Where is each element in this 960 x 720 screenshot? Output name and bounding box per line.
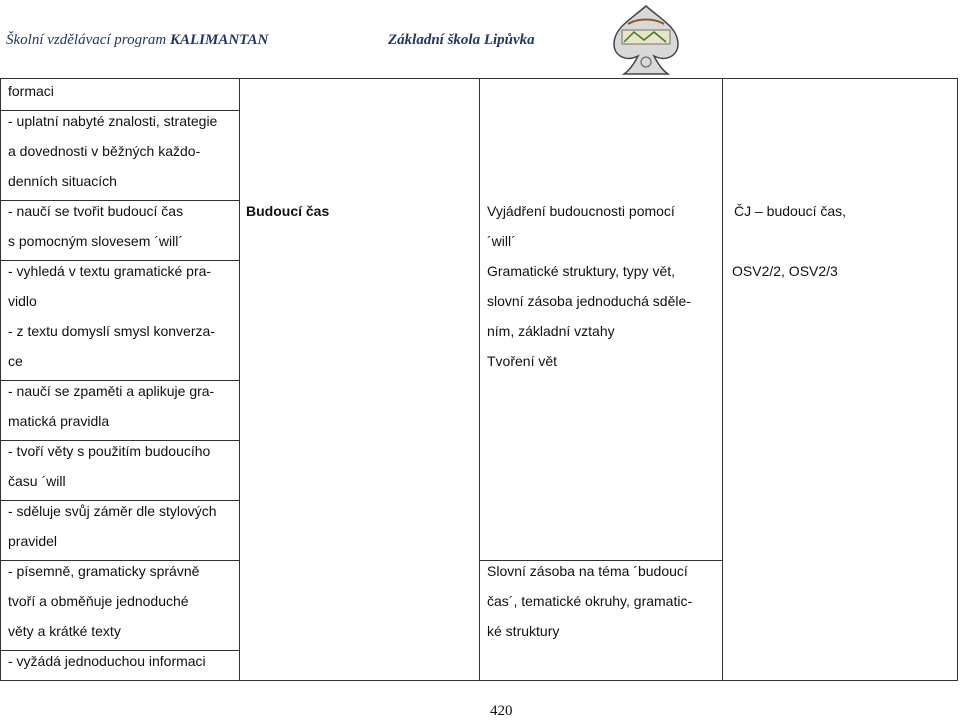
row-divider <box>0 380 240 381</box>
outcome-line: pravidel <box>8 533 58 549</box>
outcome-line: - vyhledá v textu gramatické pra- <box>8 263 212 279</box>
content-line: Vyjádření budoucnosti pomocí <box>487 203 675 219</box>
content-line: Slovní zásoba na téma ´budoucí <box>487 563 688 579</box>
outcome-line: a dovednosti v běžných každo- <box>8 143 201 159</box>
outcome-line: denních situacích <box>8 173 117 189</box>
cross-curricular-line: OSV2/2, OSV2/3 <box>732 263 838 279</box>
header-program-label: Školní vzdělávací program <box>6 32 170 48</box>
outcome-line: - vyžádá jednoduchou informaci <box>8 653 206 669</box>
content-line: Gramatické struktury, typy vět, <box>487 263 676 279</box>
outcome-line: matická pravidla <box>8 413 110 429</box>
outcome-line: věty a krátké texty <box>8 623 121 639</box>
column-divider <box>479 78 480 681</box>
row-divider <box>0 200 240 201</box>
outcome-line: s pomocným slovesem ´will´ <box>8 233 184 249</box>
topic-heading: Budoucí čas <box>246 203 330 219</box>
content-line: Tvoření vět <box>487 353 558 369</box>
row-divider <box>479 560 723 561</box>
outcome-line: - písemně, gramaticky správně <box>8 563 200 579</box>
row-divider <box>0 110 240 111</box>
content-line: slovní zásoba jednoduchá sděle- <box>487 293 691 309</box>
content-line: ním, základní vztahy <box>487 323 615 339</box>
content-line: čas´, tematické okruhy, gramatic- <box>487 593 693 609</box>
outcome-line: tvoří a obměňuje jednoduché <box>8 593 189 609</box>
outcome-line: času ´will <box>8 473 66 489</box>
content-line: ké struktury <box>487 623 560 639</box>
outcome-line: - naučí se zpaměti a aplikuje gra- <box>8 383 215 399</box>
outcome-line: - z textu domyslí smysl konverza- <box>8 323 215 339</box>
row-divider <box>0 260 240 261</box>
content-line: ´will´ <box>487 233 516 249</box>
outcome-line: - uplatní nabyté znalosti, strategie <box>8 113 218 129</box>
header-program-name: KALIMANTAN <box>170 32 269 48</box>
row-divider <box>0 500 240 501</box>
curriculum-table <box>0 78 958 681</box>
school-emblem-icon <box>608 2 684 78</box>
outcome-line: - tvoří věty s použitím budoucího <box>8 443 211 459</box>
row-divider <box>0 440 240 441</box>
outcome-line: - naučí se tvořit budoucí čas <box>8 203 184 219</box>
outcome-line: - sděluje svůj záměr dle stylových <box>8 503 217 519</box>
cross-curricular-line: ČJ – budoucí čas, <box>734 203 847 219</box>
outcome-line: ce <box>8 353 23 369</box>
outcome-line: vidlo <box>8 293 37 309</box>
page-number: 420 <box>490 703 513 719</box>
row-divider <box>0 650 240 651</box>
outcome-line: formaci <box>8 83 54 99</box>
header-school-name: Základní škola Lipůvka <box>388 32 535 48</box>
column-divider <box>722 78 723 681</box>
header-school-program <box>6 32 268 49</box>
row-divider <box>0 560 240 561</box>
